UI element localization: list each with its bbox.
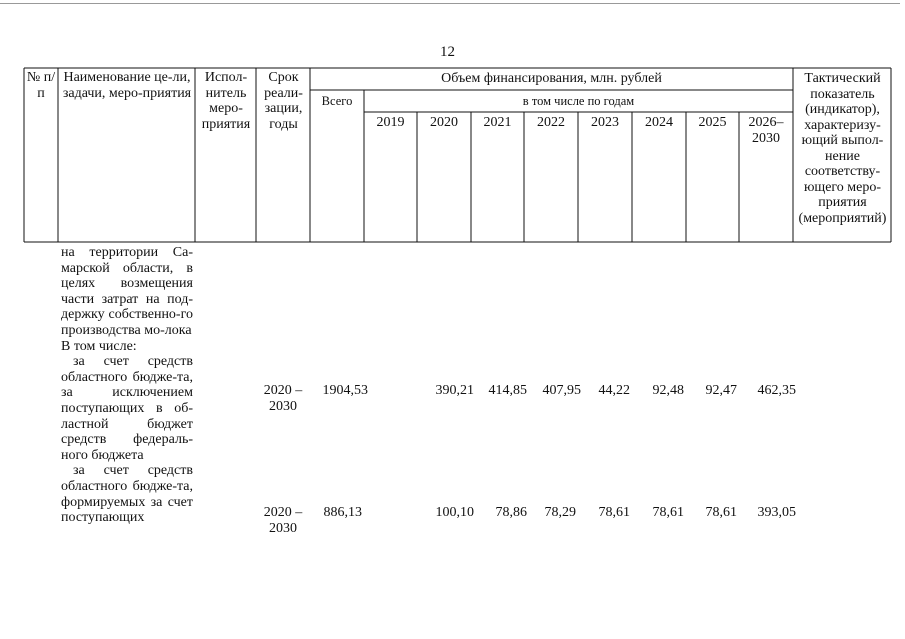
row-1-2025: 92,47 xyxy=(705,383,737,398)
row-2-2026-2030: 393,05 xyxy=(757,505,796,520)
page-number: 12 xyxy=(440,44,455,60)
row-1-2024: 92,48 xyxy=(652,383,684,398)
row-1-2021: 414,85 xyxy=(488,383,527,398)
header-year-2020: 2020 xyxy=(430,115,458,130)
row-2-name: за счет средств областного бюдже-та, формируемых за счет поступающих xyxy=(61,463,193,526)
header-period: Срок реали-зации, годы xyxy=(264,70,303,132)
row-2-total: 886,13 xyxy=(323,505,362,520)
row-1-2022: 407,95 xyxy=(542,383,581,398)
row-1-2020: 390,21 xyxy=(435,383,474,398)
header-name: Наименование це-ли, задачи, меро-приятия xyxy=(62,70,192,101)
row-2-2022: 78,29 xyxy=(544,505,576,520)
header-indicator: Тактический показатель (индикатор), характеризу-ющий выпол-нение соответству-ющего меро-приятия (мероприятий) xyxy=(798,71,887,226)
row-1-name: за счет средств областного бюдже-та, за исключением поступающих в об-ластной бюджет средств федераль-ного бюджета xyxy=(61,354,193,463)
header-year-2024: 2024 xyxy=(645,115,673,130)
body-text xyxy=(61,245,193,526)
header-year-2019: 2019 xyxy=(376,115,405,130)
row-2-2020: 100,10 xyxy=(435,505,474,520)
header-year-2022: 2022 xyxy=(537,115,565,130)
row-1-2023: 44,22 xyxy=(598,383,630,398)
header-num: № п/п xyxy=(26,70,56,101)
top-rule xyxy=(0,3,900,4)
header-total: Всего xyxy=(321,94,353,108)
intro-text: на территории Са-марской области, в целях возмещения части затрат на под-держку собственно-го производства мо-лока xyxy=(61,245,193,338)
header-year-2026-2030: 2026–2030 xyxy=(748,115,784,146)
row-2-2024: 78,61 xyxy=(652,505,684,520)
row-1-total: 1904,53 xyxy=(322,383,368,398)
row-2-2023: 78,61 xyxy=(598,505,630,520)
header-year-2021: 2021 xyxy=(483,115,512,130)
header-funding: Объем финансирования, млн. рублей xyxy=(441,71,662,86)
including-label: В том числе: xyxy=(61,338,137,354)
row-1-period: 2020 – 2030 xyxy=(263,383,303,414)
header-year-2025: 2025 xyxy=(698,115,727,130)
row-2-period: 2020 – 2030 xyxy=(263,505,303,536)
header-by-years: в том числе по годам xyxy=(522,94,635,108)
row-2-2021: 78,86 xyxy=(495,505,527,520)
header-year-2023: 2023 xyxy=(591,115,619,130)
row-1-2026-2030: 462,35 xyxy=(757,383,796,398)
row-2-2025: 78,61 xyxy=(705,505,737,520)
header-executor: Испол-нитель меро-приятия xyxy=(201,70,251,132)
